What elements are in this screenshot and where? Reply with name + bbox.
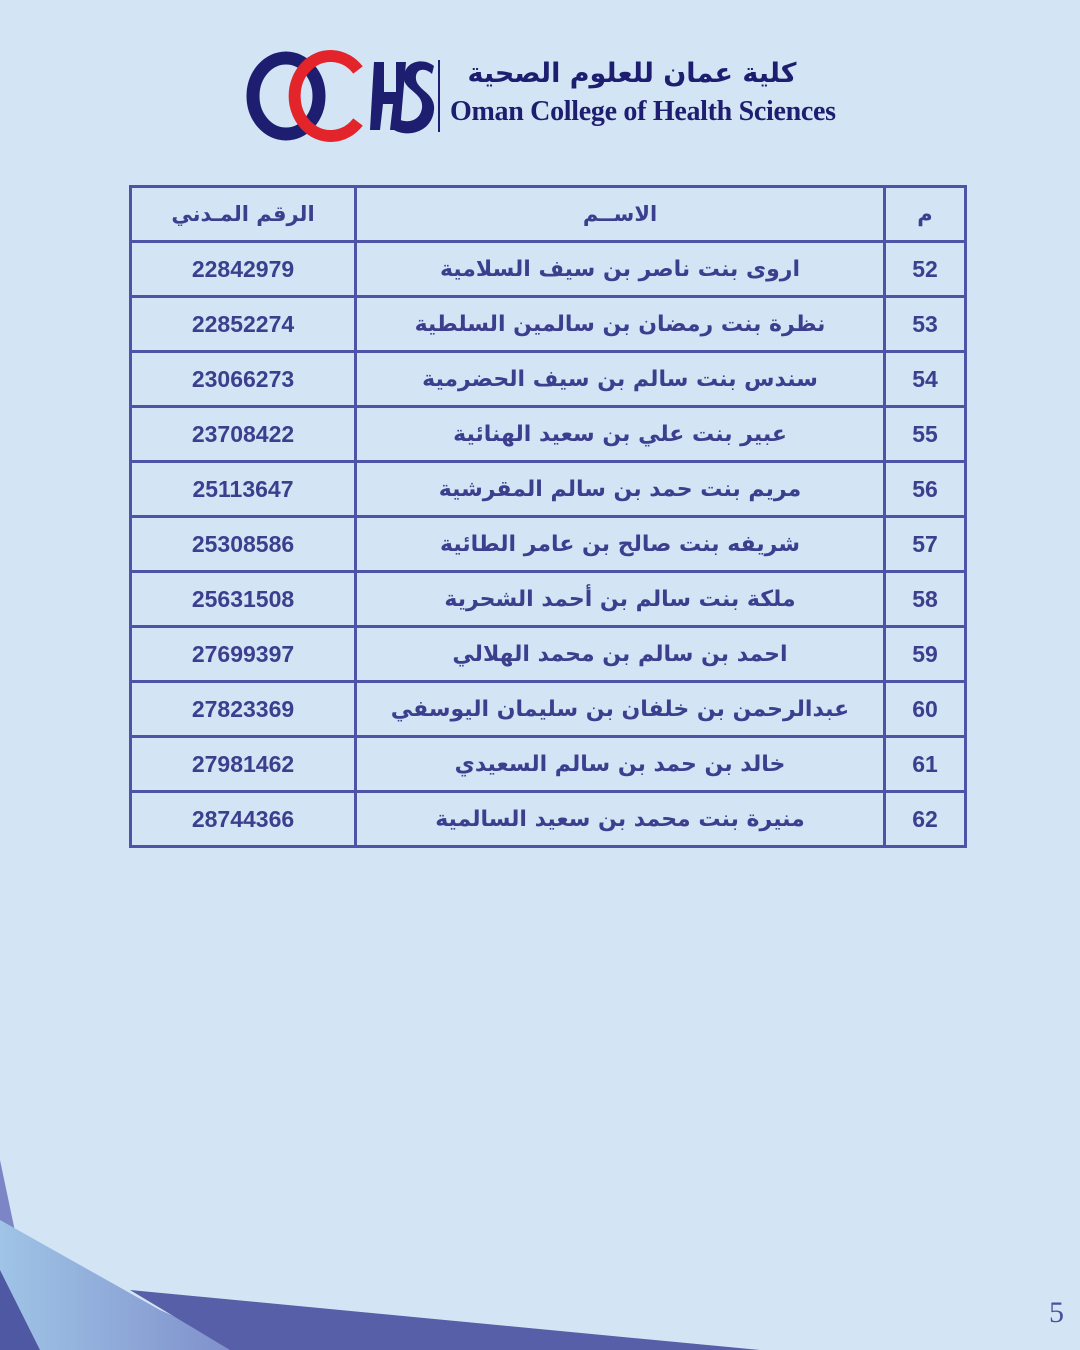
row-number: 62 xyxy=(885,792,966,847)
row-number: 60 xyxy=(885,682,966,737)
ochs-logo-mark xyxy=(246,48,436,144)
civil-id: 22842979 xyxy=(131,242,356,297)
header-civil-id: الرقم المـدني xyxy=(131,187,356,242)
row-number: 58 xyxy=(885,572,966,627)
table-row xyxy=(131,462,966,517)
civil-id: 25113647 xyxy=(131,462,356,517)
civil-id: 27823369 xyxy=(131,682,356,737)
table-row xyxy=(131,737,966,792)
row-number: 54 xyxy=(885,352,966,407)
row-number: 53 xyxy=(885,297,966,352)
civil-id: 28744366 xyxy=(131,792,356,847)
table-row xyxy=(131,572,966,627)
student-name: منيرة بنت محمد بن سعيد السالمية xyxy=(356,792,885,847)
student-name: خالد بن حمد بن سالم السعيدي xyxy=(356,737,885,792)
civil-id: 23708422 xyxy=(131,407,356,462)
civil-id: 25631508 xyxy=(131,572,356,627)
student-name: مريم بنت حمد بن سالم المقرشية xyxy=(356,462,885,517)
student-name: عبدالرحمن بن خلفان بن سليمان اليوسفي xyxy=(356,682,885,737)
civil-id: 27981462 xyxy=(131,737,356,792)
table-row xyxy=(131,352,966,407)
civil-id: 27699397 xyxy=(131,627,356,682)
student-name: احمد بن سالم بن محمد الهلالي xyxy=(356,627,885,682)
row-number: 61 xyxy=(885,737,966,792)
student-name: شريفه بنت صالح بن عامر الطائية xyxy=(356,517,885,572)
table-row xyxy=(131,242,966,297)
college-name-arabic: كلية عمان للعلوم الصحية xyxy=(467,58,797,89)
student-name: اروى بنت ناصر بن سيف السلامية xyxy=(356,242,885,297)
college-logo xyxy=(246,48,836,144)
student-table xyxy=(129,185,955,848)
row-number: 52 xyxy=(885,242,966,297)
civil-id: 23066273 xyxy=(131,352,356,407)
logo-divider xyxy=(438,60,440,132)
page-number: 5 xyxy=(1049,1296,1064,1329)
table-row xyxy=(131,517,966,572)
college-name-english: Oman College of Health Sciences xyxy=(450,96,836,127)
student-name: سندس بنت سالم بن سيف الحضرمية xyxy=(356,352,885,407)
table-row xyxy=(131,792,966,847)
student-name: عبير بنت علي بن سعيد الهنائية xyxy=(356,407,885,462)
table-row xyxy=(131,407,966,462)
row-number: 55 xyxy=(885,407,966,462)
table-row xyxy=(131,297,966,352)
student-name: نظرة بنت رمضان بن سالمين السلطية xyxy=(356,297,885,352)
table-row xyxy=(131,682,966,737)
students-table xyxy=(129,185,967,848)
student-name: ملكة بنت سالم بن أحمد الشحرية xyxy=(356,572,885,627)
civil-id: 25308586 xyxy=(131,517,356,572)
header-name: الاســم xyxy=(356,187,885,242)
table-row xyxy=(131,627,966,682)
row-number: 56 xyxy=(885,462,966,517)
corner-decoration xyxy=(0,1150,760,1350)
civil-id: 22852274 xyxy=(131,297,356,352)
header-number: م xyxy=(885,187,966,242)
table-body xyxy=(131,242,966,847)
row-number: 59 xyxy=(885,627,966,682)
table-header-row xyxy=(131,187,966,242)
row-number: 57 xyxy=(885,517,966,572)
